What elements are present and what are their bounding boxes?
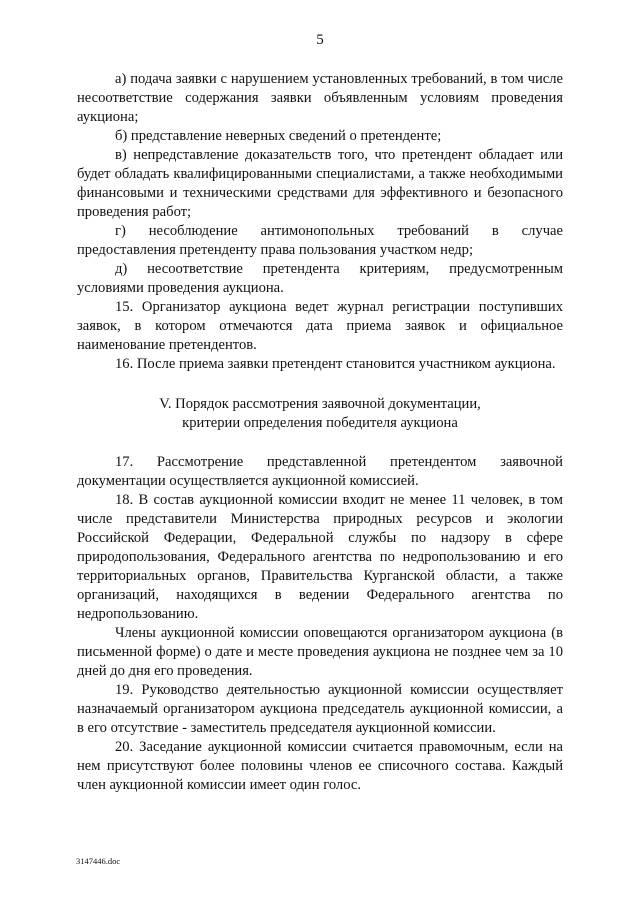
paragraph-19: 19. Руководство деятельностью аукционной комиссии осуществляет назначаемый организатором аукциона председатель аукционной комиссии, а в его отсутствие - заместитель председателя аукционной комиссии. — [77, 682, 563, 736]
paragraph-item-d: д) несоответствие претендента критериям, предусмотренным условиями проведения аукциона. — [77, 261, 563, 296]
paragraph-item-v: в) непредставление доказательств того, что претендент обладает или будет обладать квалифицированными специалистами, а также необходимыми финансовыми и техническими средствами для эффективного и безопасного проведения работ; — [77, 147, 563, 220]
paragraph-16: 16. После приема заявки претендент становится участником аукциона. — [115, 356, 556, 372]
paragraph-18: 18. В состав аукционной комиссии входит не менее 11 человек, в том числе представители Министерства природных ресурсов и экологии Российской Федерации, Федеральной службы по надзору в сфере природопользования, Федерального агентства по недропользованию и его территориальных органов, Правительства Курганской области, а также организаций, находящихся в ведении Федерального агентства по недропользованию. — [77, 492, 563, 622]
paragraph-item-a: а) подача заявки с нарушением установленных требований, в том числе несоответствие содержания заявки объявленным условиям проведения аукциона; — [77, 71, 563, 125]
document-body — [77, 70, 563, 795]
paragraph-15: 15. Организатор аукциона ведет журнал регистрации поступивших заявок, в котором отмечаются дата приема заявок и официальное наименование претендентов. — [77, 299, 563, 353]
paragraph-17: 17. Рассмотрение представленной претендентом заявочной документации осуществляется аукционной комиссией. — [77, 454, 563, 489]
section-heading — [77, 395, 563, 433]
section-heading-line-2: критерии определения победителя аукциона — [182, 415, 458, 431]
paragraph-commission-notice: Члены аукционной комиссии оповещаются организатором аукциона (в письменной форме) о дате и месте проведения аукциона не позднее чем за 10 дней до дня его проведения. — [77, 625, 563, 679]
page-number: 5 — [316, 32, 324, 48]
paragraph-item-b: б) представление неверных сведений о претенденте; — [115, 128, 442, 144]
paragraph-item-g: г) несоблюдение антимонопольных требований в случае предоставления претенденту права пользования участком недр; — [77, 223, 563, 258]
footer-file-name: 3147446.doc — [76, 856, 121, 866]
paragraph-20: 20. Заседание аукционной комиссии считается правомочным, если на нем присутствуют более половины членов ее списочного состава. Каждый член аукционной комиссии имеет один голос. — [77, 739, 563, 793]
section-heading-line-1: V. Порядок рассмотрения заявочной документации, — [159, 396, 481, 412]
